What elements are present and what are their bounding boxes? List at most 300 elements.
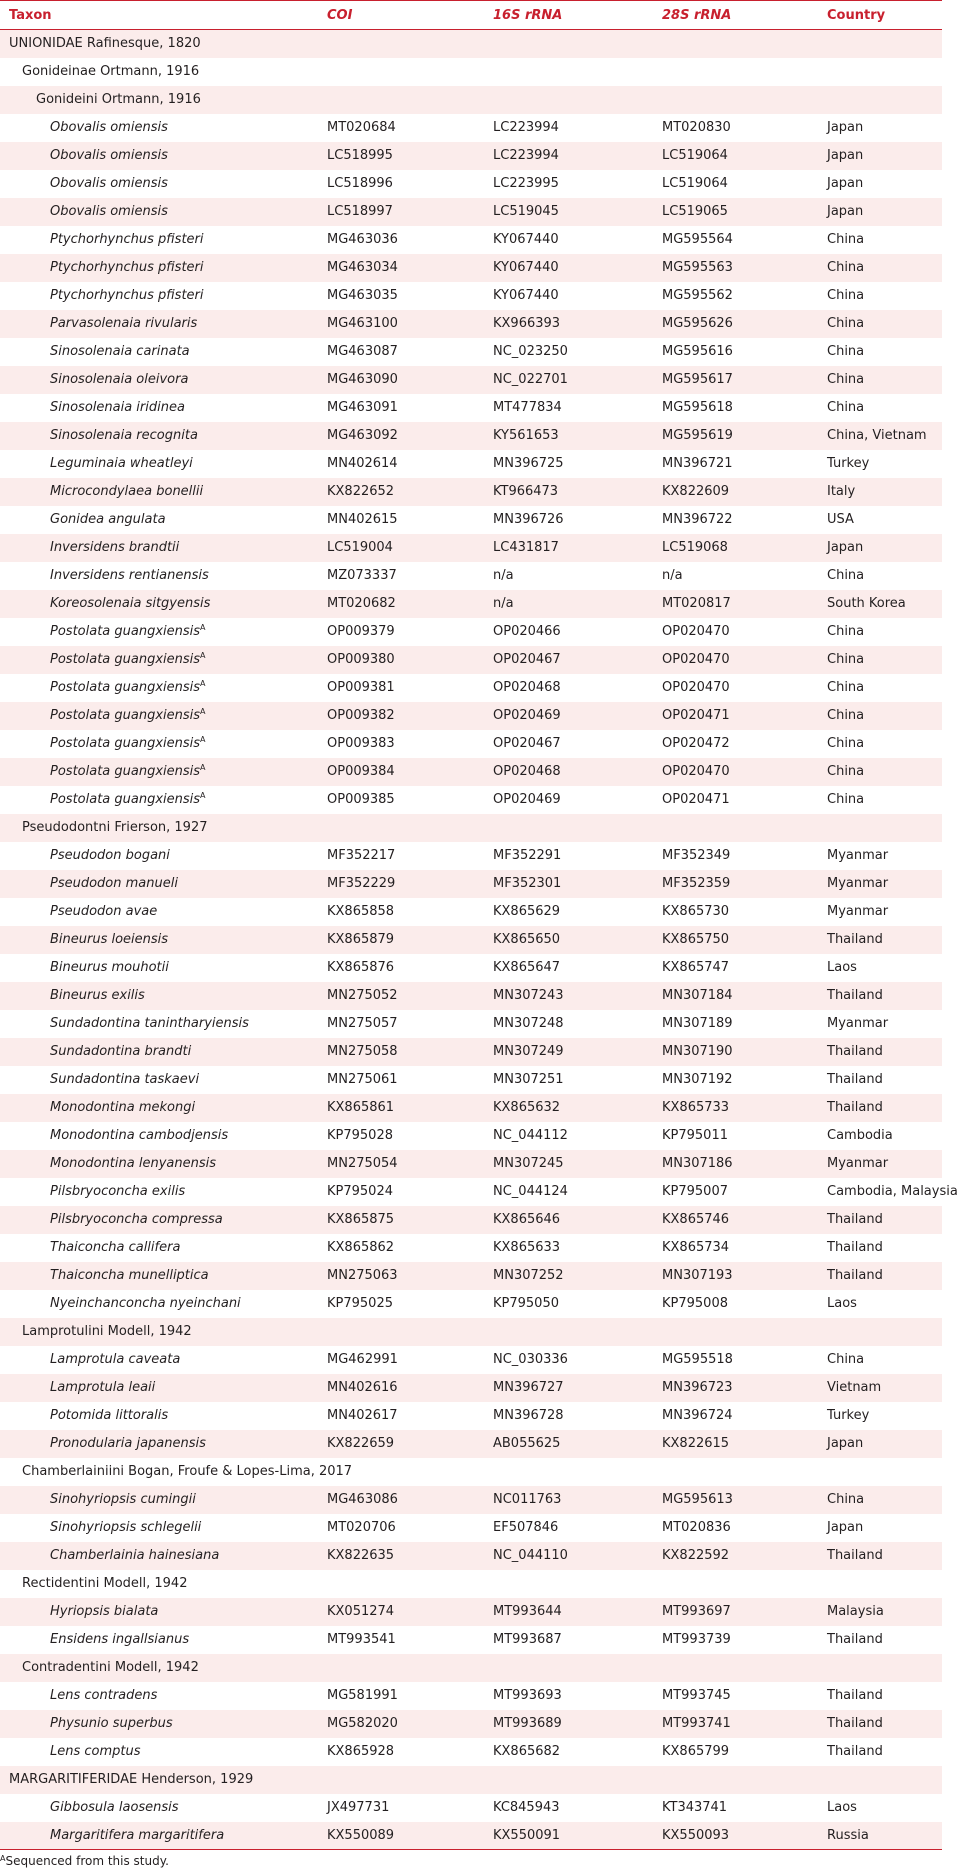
taxon-name: Postolata guangxiensis (50, 736, 201, 751)
28s-cell: KX822592 (662, 1548, 730, 1563)
taxon-name: Sinosolenaia oleivora (50, 372, 189, 387)
taxon-cell (0, 310, 318, 338)
species-row (0, 1262, 942, 1290)
taxon-cell (0, 702, 318, 730)
species-row (0, 730, 942, 758)
16s-cell: NC_030336 (493, 1352, 568, 1367)
coi-cell: MG463087 (327, 344, 398, 359)
28s-cell: MN396722 (662, 512, 733, 527)
taxon-cell (0, 926, 318, 954)
16s-cell: OP020467 (493, 736, 561, 751)
country-cell: USA (827, 512, 854, 527)
taxon-cell (0, 1234, 318, 1262)
taxon-cell (0, 1710, 318, 1738)
species-row (0, 646, 942, 674)
country-cell: Cambodia, Malaysia (827, 1184, 958, 1199)
taxon-cell (0, 58, 318, 86)
28s-cell: MT993745 (662, 1688, 731, 1703)
taxon-name: Microcondylaea bonellii (50, 484, 204, 499)
country-cell: China, Vietnam (827, 428, 927, 443)
taxon-name: Bineurus loeiensis (50, 932, 169, 947)
taxon-cell (0, 282, 318, 310)
footnote-ref: A (200, 707, 206, 716)
taxon-cell (0, 870, 318, 898)
taxon-cell (0, 1178, 318, 1206)
country-cell: Japan (827, 148, 864, 163)
taxon-name: Koreosolenaia sitgyensis (50, 596, 211, 611)
taxon-name: Postolata guangxiensis (50, 792, 201, 807)
16s-cell: MN307243 (493, 988, 564, 1003)
country-cell: China (827, 792, 865, 807)
16s-cell: LC223995 (493, 176, 559, 191)
28s-cell: MT020817 (662, 596, 731, 611)
28s-cell: KX865730 (662, 904, 730, 919)
28s-cell: OP020471 (662, 792, 730, 807)
16s-cell: MT477834 (493, 400, 562, 415)
taxon-name: Leguminaia wheatleyi (50, 456, 193, 471)
16s-cell (484, 86, 653, 114)
28s-cell: MN307184 (662, 988, 733, 1003)
country-cell: Laos (827, 1296, 857, 1311)
taxon-cell (0, 1262, 318, 1290)
taxon-name: Nyeinchanconcha nyeinchani (50, 1296, 241, 1311)
taxon-name: Lamprotula caveata (50, 1352, 181, 1367)
16s-cell: KT966473 (493, 484, 559, 499)
coi-cell: MG463035 (327, 288, 398, 303)
taxon-name: Gonidea angulata (50, 512, 166, 527)
taxon-cell (0, 86, 318, 114)
coi-cell: KX051274 (327, 1604, 395, 1619)
country-cell (818, 1766, 942, 1794)
28s-cell: MN307186 (662, 1156, 733, 1171)
28s-cell: MN307190 (662, 1044, 733, 1059)
taxon-group-row (0, 1570, 942, 1598)
taxon-name: Pseudodon manueli (50, 876, 178, 891)
28s-cell: MF352349 (662, 848, 731, 863)
taxon-cell (0, 982, 318, 1010)
coi-cell: KX865861 (327, 1100, 395, 1115)
coi-cell: LC519004 (327, 540, 393, 555)
species-row (0, 338, 942, 366)
28s-cell: MN396721 (662, 456, 733, 471)
species-row (0, 366, 942, 394)
coi-cell (318, 1766, 484, 1794)
species-row (0, 1794, 942, 1822)
species-row (0, 786, 942, 814)
taxon-cell (0, 478, 318, 506)
country-cell: Thailand (827, 1240, 883, 1255)
country-cell (818, 1458, 942, 1486)
taxon-cell (0, 842, 318, 870)
species-row (0, 954, 942, 982)
coi-cell: MG463100 (327, 316, 398, 331)
16s-cell (484, 1458, 653, 1486)
taxon-cell (0, 1150, 318, 1178)
taxon-name: Postolata guangxiensis (50, 624, 201, 639)
16s-cell: OP020468 (493, 680, 561, 695)
16s-cell: MN307248 (493, 1016, 564, 1031)
country-cell: Myanmar (827, 1016, 889, 1031)
coi-cell: MF352229 (327, 876, 396, 891)
country-cell: Turkey (827, 456, 870, 471)
coi-cell: MT020682 (327, 596, 396, 611)
country-cell: China (827, 1492, 865, 1507)
coi-cell: OP009384 (327, 764, 395, 779)
coi-cell: KX822635 (327, 1548, 395, 1563)
taxon-cell (0, 1290, 318, 1318)
species-row (0, 702, 942, 730)
16s-cell: LC431817 (493, 540, 559, 555)
taxon-cell (0, 562, 318, 590)
species-row (0, 1682, 942, 1710)
28s-cell (653, 1318, 818, 1346)
28s-cell: n/a (662, 568, 683, 583)
28s-cell: KT343741 (662, 1800, 728, 1815)
coi-cell: OP009379 (327, 624, 395, 639)
28s-cell: MT020830 (662, 120, 731, 135)
species-row (0, 1290, 942, 1318)
16s-cell: MN307252 (493, 1268, 564, 1283)
28s-cell: KX822609 (662, 484, 730, 499)
country-cell: Thailand (827, 1268, 883, 1283)
taxon-cell (0, 1570, 318, 1598)
28s-cell: MN307192 (662, 1072, 733, 1087)
country-cell: Vietnam (827, 1380, 882, 1395)
taxon-group-row (0, 1318, 942, 1346)
taxon-group-row (0, 1654, 942, 1682)
coi-cell: MG462991 (327, 1352, 398, 1367)
taxon-cell (0, 730, 318, 758)
taxon-cell (0, 590, 318, 618)
coi-cell: OP009381 (327, 680, 395, 695)
country-cell: Laos (827, 960, 857, 975)
species-row (0, 1738, 942, 1766)
coi-cell: MN275052 (327, 988, 398, 1003)
16s-cell: OP020469 (493, 708, 561, 723)
country-cell: Russia (818, 1822, 942, 1850)
country-cell: Thailand (827, 1688, 883, 1703)
taxon-name: Sinosolenaia iridinea (50, 400, 185, 415)
taxon-cell (0, 198, 318, 226)
coi-cell: KX865879 (327, 932, 395, 947)
28s-cell: MG595618 (662, 400, 733, 415)
coi-cell: MG463034 (327, 260, 398, 275)
header-row (0, 1, 942, 30)
28s-cell: OP020471 (662, 708, 730, 723)
country-cell: China (827, 708, 865, 723)
country-cell (818, 814, 942, 842)
taxon-name: Pseudodon avae (50, 904, 158, 919)
country-cell (818, 1654, 942, 1682)
28s-cell: KP795008 (662, 1296, 728, 1311)
16s-cell: MN396725 (493, 456, 564, 471)
country-cell: Myanmar (827, 848, 889, 863)
coi-cell (318, 30, 484, 58)
taxon-group-row (0, 1458, 942, 1486)
species-row (0, 590, 942, 618)
28s-cell: MG595562 (662, 288, 733, 303)
16s-cell: KY067440 (493, 232, 559, 247)
header-16s: 16S rRNA (484, 1, 653, 30)
16s-cell: NC_044110 (493, 1548, 568, 1563)
species-row (0, 870, 942, 898)
country-cell: Japan (827, 1436, 864, 1451)
country-cell: South Korea (827, 596, 906, 611)
16s-cell: KX865647 (493, 960, 561, 975)
taxon-name: Potomida littoralis (50, 1408, 169, 1423)
16s-cell: KX966393 (493, 316, 561, 331)
species-row (0, 1234, 942, 1262)
country-cell (818, 1318, 942, 1346)
28s-cell: MG595518 (662, 1352, 733, 1367)
species-row (0, 1626, 942, 1654)
coi-cell: MT993541 (327, 1632, 396, 1647)
28s-cell: KX865733 (662, 1100, 730, 1115)
country-cell: China (827, 568, 865, 583)
species-row (0, 1822, 942, 1850)
taxon-name: Postolata guangxiensis (50, 680, 201, 695)
taxon-group-row (0, 30, 942, 58)
coi-cell: OP009382 (327, 708, 395, 723)
16s-cell: MF352291 (493, 848, 562, 863)
species-row (0, 674, 942, 702)
28s-cell: OP020470 (662, 652, 730, 667)
coi-cell: KX865876 (327, 960, 395, 975)
16s-cell: KY067440 (493, 288, 559, 303)
country-cell: Japan (827, 204, 864, 219)
country-cell (818, 86, 942, 114)
taxon-name: Pseudodontni Frierson, 1927 (22, 820, 208, 835)
coi-cell (318, 1570, 484, 1598)
taxon-cell (0, 1374, 318, 1402)
coi-cell: MN275058 (327, 1044, 398, 1059)
species-row (0, 562, 942, 590)
species-row (0, 114, 942, 142)
footnote-ref: A (200, 791, 206, 800)
16s-cell: KY561653 (493, 428, 559, 443)
footnote-text: Sequenced from this study. (5, 1854, 169, 1868)
16s-cell: n/a (493, 568, 514, 583)
16s-cell: NC_044124 (493, 1184, 568, 1199)
28s-cell: KX822615 (662, 1436, 730, 1451)
16s-cell: KY067440 (493, 260, 559, 275)
taxon-cell (0, 1038, 318, 1066)
taxon-name: Gonideini Ortmann, 1916 (36, 92, 201, 107)
species-row (0, 394, 942, 422)
coi-cell: MN275061 (327, 1072, 398, 1087)
coi-cell: MT020684 (327, 120, 396, 135)
footnote-ref: A (200, 651, 206, 660)
coi-cell (318, 1654, 484, 1682)
28s-cell (653, 1766, 818, 1794)
16s-cell: MT993693 (493, 1688, 562, 1703)
taxon-cell (0, 114, 318, 142)
16s-cell: MN307245 (493, 1156, 564, 1171)
coi-cell: MG463092 (327, 428, 398, 443)
coi-cell: OP009380 (327, 652, 395, 667)
28s-cell: MN307189 (662, 1016, 733, 1031)
28s-cell: MT993741 (662, 1716, 731, 1731)
taxon-cell (0, 450, 318, 478)
taxon-cell (0, 394, 318, 422)
taxon-name: Rectidentini Modell, 1942 (22, 1576, 188, 1591)
16s-cell: MN396728 (493, 1408, 564, 1423)
16s-cell: OP020466 (493, 624, 561, 639)
taxon-cell (0, 758, 318, 786)
header-country: Country (818, 1, 942, 30)
taxon-cell (0, 1066, 318, 1094)
country-cell: Japan (827, 120, 864, 135)
16s-cell: KX865632 (493, 1100, 561, 1115)
footnote-ref: A (200, 735, 206, 744)
coi-cell: MN275063 (327, 1268, 398, 1283)
species-row (0, 1094, 942, 1122)
footnote-ref: A (200, 623, 206, 632)
taxon-cell (0, 1346, 318, 1374)
16s-cell: OP020468 (493, 764, 561, 779)
species-row (0, 1598, 942, 1626)
taxon-cell (0, 1598, 318, 1626)
taxon-name: Lens comptus (50, 1744, 141, 1759)
coi-cell: KX822659 (327, 1436, 395, 1451)
species-row (0, 478, 942, 506)
taxon-name: Sinohyriopsis cumingii (50, 1492, 196, 1507)
coi-cell: LC518997 (327, 204, 393, 219)
coi-cell: KX865862 (327, 1240, 395, 1255)
species-row (0, 1346, 942, 1374)
taxon-cell (0, 422, 318, 450)
taxon-name: Sinosolenaia recognita (50, 428, 198, 443)
country-cell: China (827, 400, 865, 415)
taxon-name: Ensidens ingallsianus (50, 1632, 190, 1647)
country-cell: China (827, 624, 865, 639)
taxon-cell (0, 1822, 318, 1850)
coi-cell: MG463036 (327, 232, 398, 247)
16s-cell: MN396727 (493, 1380, 564, 1395)
coi-cell: KX865858 (327, 904, 395, 919)
country-cell: Thailand (827, 1632, 883, 1647)
taxon-group-row (0, 1766, 942, 1794)
28s-cell: KX865746 (662, 1212, 730, 1227)
28s-cell: OP020470 (662, 624, 730, 639)
taxon-cell (0, 1682, 318, 1710)
taxon-name: Postolata guangxiensis (50, 652, 201, 667)
28s-cell: KX550093 (653, 1822, 818, 1850)
16s-cell: KC845943 (493, 1800, 560, 1815)
header-taxon: Taxon (0, 1, 318, 30)
coi-cell: KX865928 (327, 1744, 395, 1759)
species-row (0, 282, 942, 310)
28s-cell (653, 86, 818, 114)
taxon-name: Sundadontina taskaevi (50, 1072, 200, 1087)
country-cell: China (827, 680, 865, 695)
taxon-name: Margaritifera margaritifera (50, 1827, 225, 1843)
species-row (0, 1150, 942, 1178)
taxon-name: Monodontina cambodjensis (50, 1128, 229, 1143)
coi-cell: MN402615 (327, 512, 398, 527)
coi-cell: MG582020 (327, 1716, 398, 1731)
taxon-name: Sinohyriopsis schlegelii (50, 1520, 202, 1535)
taxon-name: Pilsbryoconcha compressa (50, 1212, 223, 1227)
taxon-name: Ptychorhynchus pfisteri (50, 232, 204, 247)
species-row (0, 226, 942, 254)
country-cell: China (827, 232, 865, 247)
taxon-cell (0, 646, 318, 674)
coi-cell: KX865875 (327, 1212, 395, 1227)
taxon-name: Thaiconcha munelliptica (50, 1268, 209, 1283)
country-cell: Myanmar (827, 1156, 889, 1171)
28s-cell: MG595563 (662, 260, 733, 275)
taxon-name: Sundadontina brandti (50, 1044, 192, 1059)
country-cell: Malaysia (827, 1604, 884, 1619)
28s-cell: KP795011 (662, 1128, 728, 1143)
taxon-name: Obovalis omiensis (50, 148, 168, 163)
16s-cell: n/a (493, 596, 514, 611)
28s-cell: OP020470 (662, 680, 730, 695)
taxon-cell (0, 1738, 318, 1766)
species-row (0, 310, 942, 338)
species-row (0, 618, 942, 646)
country-cell: China (827, 372, 865, 387)
coi-cell: LC518995 (327, 148, 393, 163)
country-cell (818, 30, 942, 58)
taxon-cell (0, 1486, 318, 1514)
28s-cell: KX865799 (662, 1744, 730, 1759)
taxon-name: Inversidens rentianensis (50, 568, 209, 583)
coi-cell: MN402614 (327, 456, 398, 471)
species-row (0, 1402, 942, 1430)
country-cell: Myanmar (827, 876, 889, 891)
taxon-cell (0, 1402, 318, 1430)
16s-cell: EF507846 (493, 1520, 559, 1535)
taxon-cell (0, 1010, 318, 1038)
28s-cell: MT020836 (662, 1520, 731, 1535)
taxon-name: Chamberlainiini Bogan, Froufe & Lopes-Lima, 2017 (22, 1464, 353, 1479)
coi-cell: MG581991 (327, 1688, 398, 1703)
taxon-name: Obovalis omiensis (50, 204, 168, 219)
taxon-cell (0, 254, 318, 282)
taxon-name: Pronodularia japanensis (50, 1436, 206, 1451)
species-row (0, 758, 942, 786)
table-header (0, 1, 942, 30)
coi-cell: JX497731 (327, 1800, 390, 1815)
taxon-cell (0, 1430, 318, 1458)
coi-cell: MT020706 (327, 1520, 396, 1535)
country-cell: China (827, 1352, 865, 1367)
taxon-cell (0, 618, 318, 646)
28s-cell (653, 58, 818, 86)
coi-cell (318, 86, 484, 114)
country-cell (818, 1570, 942, 1598)
taxon-name: Ptychorhynchus pfisteri (50, 260, 204, 275)
species-row (0, 1542, 942, 1570)
28s-cell: MG595616 (662, 344, 733, 359)
taxon-name: Obovalis omiensis (50, 120, 168, 135)
16s-cell: KX865650 (493, 932, 561, 947)
taxon-name: Monodontina mekongi (50, 1100, 196, 1115)
taxon-cell (0, 898, 318, 926)
taxon-cell (0, 814, 318, 842)
16s-cell: MN307249 (493, 1044, 564, 1059)
28s-cell: MG595564 (662, 232, 733, 247)
species-row (0, 1430, 942, 1458)
taxon-cell (0, 534, 318, 562)
coi-cell: MN275057 (327, 1016, 398, 1031)
taxon-name: Sundadontina tanintharyiensis (50, 1016, 249, 1031)
16s-cell: NC_044112 (493, 1128, 568, 1143)
16s-cell: MT993687 (493, 1632, 562, 1647)
taxon-name: Monodontina lenyanensis (50, 1156, 216, 1171)
